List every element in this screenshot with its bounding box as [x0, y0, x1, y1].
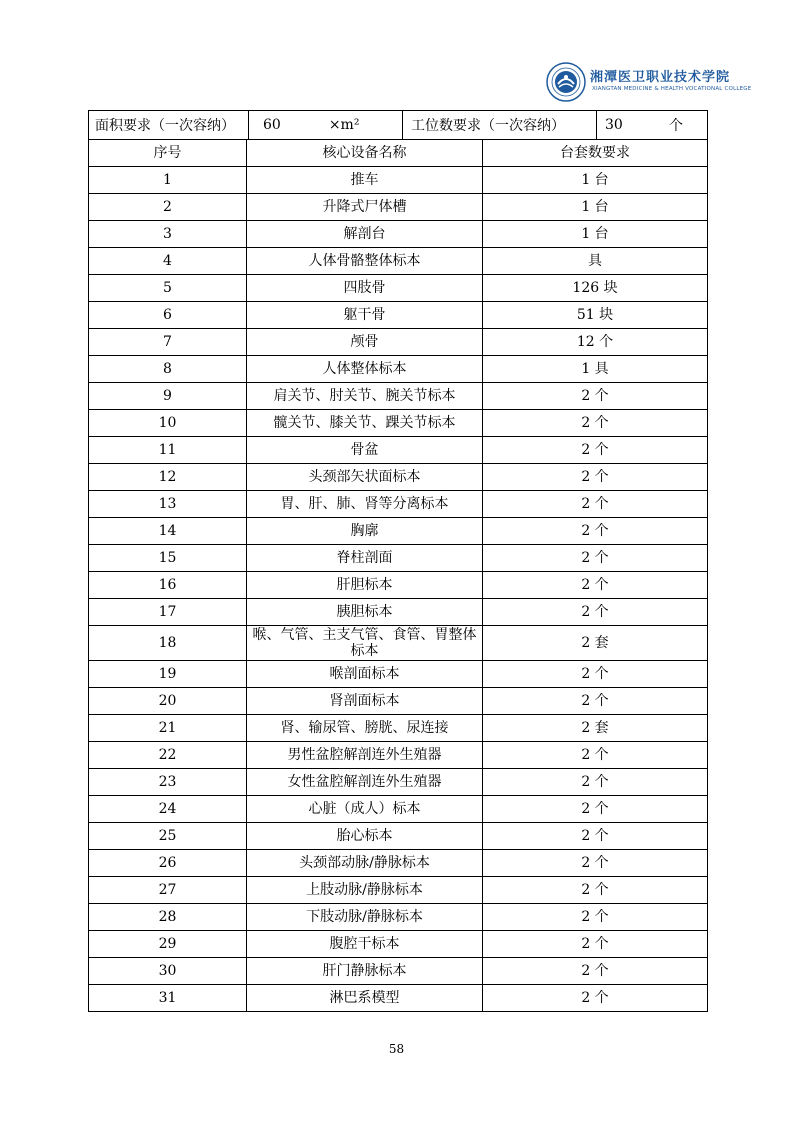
equipment-name-cell: 解剖台 — [247, 221, 483, 247]
requirements-row — [88, 110, 708, 140]
table-row — [89, 329, 707, 356]
table-row — [89, 194, 707, 221]
page-number: 58 — [388, 1042, 405, 1056]
column-header-no: 序号 — [89, 140, 247, 166]
quantity-cell: 2 个 — [581, 666, 609, 682]
equipment-name-cell: 女性盆腔解剖连外生殖器 — [247, 769, 483, 795]
equipment-name-cell: 喉、气管、主支气管、食管、胃整体标本 — [247, 626, 483, 660]
table-row — [89, 545, 707, 572]
college-english-name: XIANGTAN MEDICINE & HEALTH VOCATIONAL COLLEGE — [592, 86, 752, 92]
quantity-cell: 1 台 — [581, 226, 609, 242]
equipment-name-cell: 肝门静脉标本 — [247, 958, 483, 984]
quantity-cell: 具 — [588, 253, 602, 269]
table-row — [89, 383, 707, 410]
equipment-name-cell: 心脏（成人）标本 — [247, 796, 483, 822]
row-number-cell: 24 — [89, 796, 247, 822]
row-number-cell: 12 — [89, 464, 247, 490]
row-number-cell: 28 — [89, 904, 247, 930]
quantity-cell: 2 个 — [581, 388, 609, 404]
equipment-name-cell: 躯干骨 — [247, 302, 483, 328]
row-number-cell: 31 — [89, 985, 247, 1011]
table-row — [89, 823, 707, 850]
quantity-cell: 12 个 — [576, 334, 614, 350]
quantity-cell: 2 个 — [581, 550, 609, 566]
equipment-name-cell: 淋巴系模型 — [247, 985, 483, 1011]
row-number-cell: 26 — [89, 850, 247, 876]
row-number-cell: 11 — [89, 437, 247, 463]
table-row — [89, 985, 707, 1012]
equipment-name-cell: 下肢动脉/静脉标本 — [247, 904, 483, 930]
table-row — [89, 599, 707, 626]
equipment-name-cell: 肾剖面标本 — [247, 688, 483, 714]
quantity-cell: 2 套 — [581, 720, 609, 736]
quantity-cell: 2 个 — [581, 936, 609, 952]
stations-requirement-value: 30 — [596, 111, 639, 139]
table-row — [89, 410, 707, 437]
equipment-rows — [88, 140, 708, 1012]
table-row — [89, 877, 707, 904]
quantity-cell: 2 个 — [581, 855, 609, 871]
equipment-name-cell: 头颈部矢状面标本 — [247, 464, 483, 490]
equipment-name-cell: 上肢动脉/静脉标本 — [247, 877, 483, 903]
quantity-cell: 2 个 — [581, 909, 609, 925]
row-number-cell: 22 — [89, 742, 247, 768]
area-requirement-value — [248, 111, 402, 139]
quantity-cell: 51 块 — [576, 307, 614, 323]
equipment-name-cell: 推车 — [247, 167, 483, 193]
table-row — [89, 464, 707, 491]
quantity-cell: 2 个 — [581, 747, 609, 763]
table-row — [89, 572, 707, 599]
equipment-name-cell: 人体整体标本 — [247, 356, 483, 382]
row-number-cell: 23 — [89, 769, 247, 795]
table-row — [89, 769, 707, 796]
area-unit: ×m² — [328, 117, 360, 133]
table-row — [89, 221, 707, 248]
equipment-name-cell: 升降式尸体槽 — [247, 194, 483, 220]
area-requirement-label: 面积要求（一次容纳） — [88, 111, 248, 139]
row-number-cell: 21 — [89, 715, 247, 741]
row-number-cell: 30 — [89, 958, 247, 984]
quantity-cell: 2 个 — [581, 990, 609, 1006]
row-number-cell: 15 — [89, 545, 247, 571]
row-number-cell: 8 — [89, 356, 247, 382]
table-row — [89, 248, 707, 275]
table-row — [89, 688, 707, 715]
quantity-cell: 1 台 — [581, 172, 609, 188]
row-number-cell: 3 — [89, 221, 247, 247]
row-number-cell: 18 — [89, 626, 247, 660]
table-row — [89, 715, 707, 742]
quantity-cell: 2 个 — [581, 774, 609, 790]
quantity-cell: 2 个 — [581, 442, 609, 458]
table-row — [89, 958, 707, 985]
quantity-cell: 2 个 — [581, 577, 609, 593]
column-header-qty: 台套数要求 — [560, 145, 630, 161]
equipment-name-cell: 胸廓 — [247, 518, 483, 544]
quantity-cell: 2 个 — [581, 604, 609, 620]
equipment-name-cell: 髋关节、膝关节、踝关节标本 — [247, 410, 483, 436]
table-row — [89, 931, 707, 958]
row-number-cell: 4 — [89, 248, 247, 274]
row-number-cell: 14 — [89, 518, 247, 544]
equipment-name-cell: 肝胆标本 — [247, 572, 483, 598]
equipment-name-cell: 肩关节、肘关节、腕关节标本 — [247, 383, 483, 409]
equipment-name-cell: 胃、肝、肺、肾等分离标本 — [247, 491, 483, 517]
equipment-table — [88, 110, 708, 1012]
table-row — [89, 167, 707, 194]
stations-unit: 个 — [639, 111, 708, 139]
quantity-cell: 1 具 — [581, 361, 609, 377]
quantity-cell: 2 个 — [581, 469, 609, 485]
row-number-cell: 6 — [89, 302, 247, 328]
table-row — [89, 437, 707, 464]
equipment-name-cell: 胰胆标本 — [247, 599, 483, 625]
table-row — [89, 904, 707, 931]
table-row — [89, 302, 707, 329]
equipment-name-cell: 脊柱剖面 — [247, 545, 483, 571]
quantity-cell: 2 套 — [581, 635, 609, 651]
quantity-cell: 2 个 — [581, 828, 609, 844]
row-number-cell: 27 — [89, 877, 247, 903]
row-number-cell: 2 — [89, 194, 247, 220]
table-row — [89, 626, 707, 661]
quantity-cell: 2 个 — [581, 801, 609, 817]
college-logo — [546, 62, 752, 104]
table-row — [89, 742, 707, 769]
quantity-cell: 2 个 — [581, 496, 609, 512]
table-row — [89, 356, 707, 383]
row-number-cell: 9 — [89, 383, 247, 409]
table-row — [89, 661, 707, 688]
equipment-name-cell: 颅骨 — [247, 329, 483, 355]
table-row — [89, 850, 707, 877]
quantity-cell: 2 个 — [581, 523, 609, 539]
quantity-cell: 2 个 — [581, 415, 609, 431]
quantity-cell: 2 个 — [581, 963, 609, 979]
row-number-cell: 20 — [89, 688, 247, 714]
row-number-cell: 13 — [89, 491, 247, 517]
equipment-name-cell: 骨盆 — [247, 437, 483, 463]
equipment-name-cell: 腹腔干标本 — [247, 931, 483, 957]
row-number-cell: 5 — [89, 275, 247, 301]
row-number-cell: 17 — [89, 599, 247, 625]
quantity-cell: 2 个 — [581, 882, 609, 898]
college-emblem-icon — [546, 62, 586, 102]
row-number-cell: 7 — [89, 329, 247, 355]
equipment-name-cell: 头颈部动脉/静脉标本 — [247, 850, 483, 876]
row-number-cell: 10 — [89, 410, 247, 436]
equipment-name-cell: 男性盆腔解剖连外生殖器 — [247, 742, 483, 768]
college-name: 湘潭医卫职业技术学院 — [590, 70, 731, 85]
equipment-name-cell: 四肢骨 — [247, 275, 483, 301]
equipment-name-cell: 喉剖面标本 — [247, 661, 483, 687]
table-row — [89, 491, 707, 518]
row-number-cell: 19 — [89, 661, 247, 687]
table-row — [89, 518, 707, 545]
equipment-name-cell: 胎心标本 — [247, 823, 483, 849]
quantity-cell: 1 台 — [581, 199, 609, 215]
row-number-cell: 29 — [89, 931, 247, 957]
equipment-name-cell: 人体骨骼整体标本 — [247, 248, 483, 274]
column-header-name: 核心设备名称 — [247, 140, 483, 166]
quantity-cell: 2 个 — [581, 693, 609, 709]
stations-requirement-label: 工位数要求（一次容纳） — [402, 111, 596, 139]
table-row — [89, 796, 707, 823]
row-number-cell: 16 — [89, 572, 247, 598]
area-value: 60 — [263, 117, 281, 133]
row-number-cell: 1 — [89, 167, 247, 193]
table-row — [89, 275, 707, 302]
quantity-cell: 126 块 — [572, 280, 618, 296]
table-header-row — [89, 140, 707, 167]
equipment-name-cell: 肾、输尿管、膀胱、尿连接 — [247, 715, 483, 741]
row-number-cell: 25 — [89, 823, 247, 849]
